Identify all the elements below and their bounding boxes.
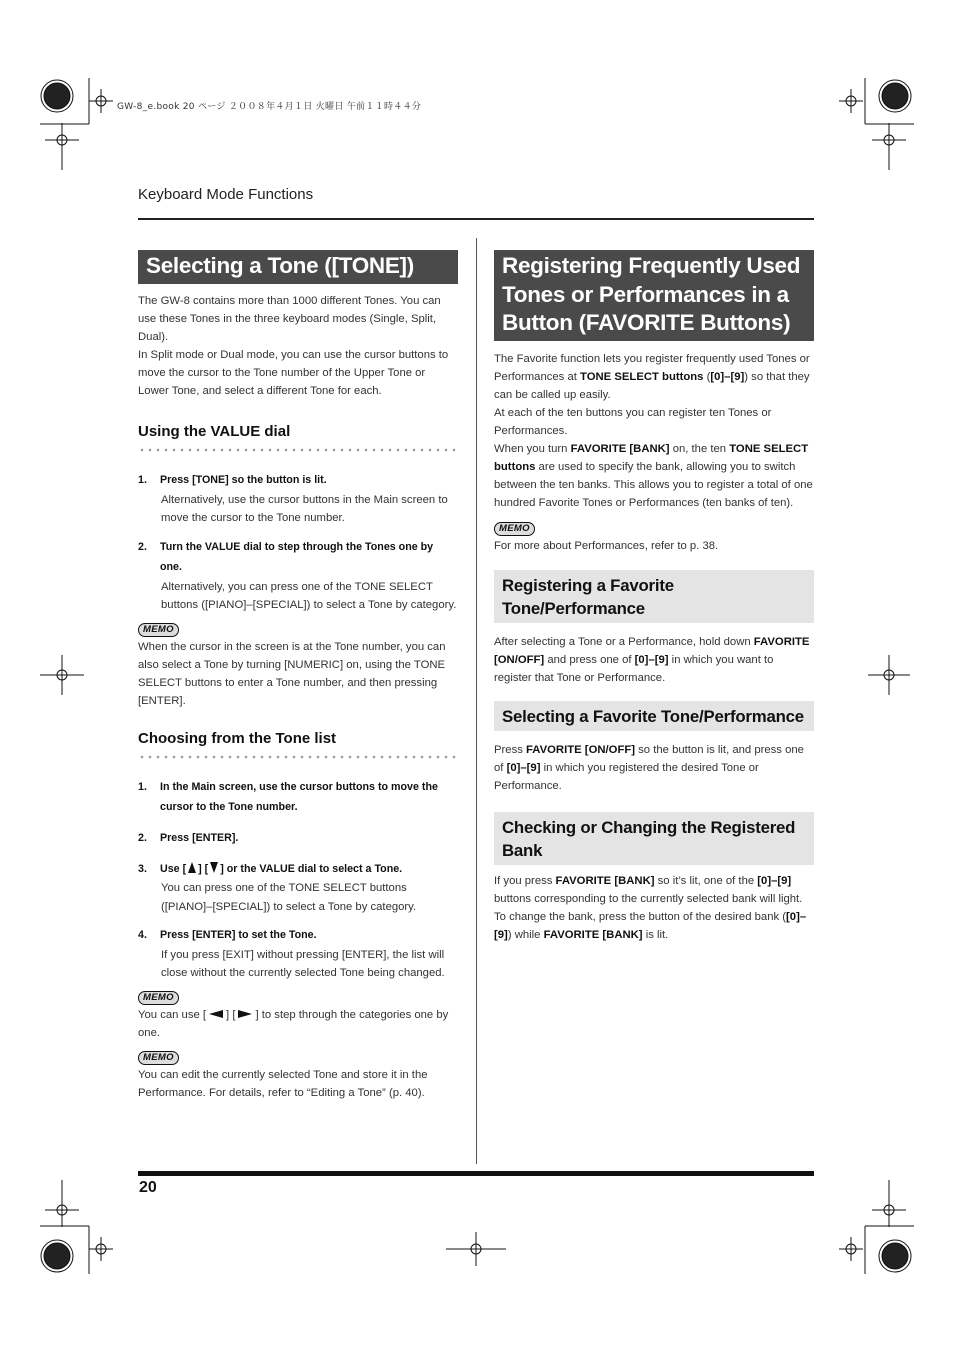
heading-selecting-favorite: Selecting a Favorite Tone/Performance: [494, 701, 814, 731]
page-number: 20: [139, 1179, 157, 1196]
registering-paragraph: After selecting a Tone or a Performance, hold down FAVORITE [ON/OFF] and press one of [0]–[9] in which you want to register that Tone or Performance.: [494, 635, 810, 684]
memo-text-edit-tone: You can edit the currently selected Tone and store it in the Performance. For details, refer to “Editing a Tone” (p. 40).: [138, 1069, 428, 1100]
memo-badge: MEMO: [138, 623, 179, 637]
favorite-paragraph-3: When you turn FAVORITE [BANK] on, the ten TONE SELECT buttons are used to specify the bank, allowing you to switch between the ten banks. This allows you to register a total of one hundred Favorite Tones or Performances (ten banks of ten).: [494, 442, 813, 510]
memo-block: [494, 519, 814, 537]
intro-paragraph-1: The GW-8 contains more than 1000 different Tones. You can use these Tones in the three keyboard modes (Single, Split, Dual).: [138, 295, 441, 344]
heading-choosing-tone-list: Choosing from the Tone list: [138, 730, 337, 748]
heading-using-value-dial: Using the VALUE dial: [138, 422, 291, 440]
cursor-right-icon: [238, 1010, 252, 1018]
memo-badge: MEMO: [494, 522, 535, 536]
memo-text-categories: You can use [ ] [ ] to step through the categories one by one.: [138, 1008, 449, 1039]
cursor-up-icon: [188, 862, 196, 873]
step-1-body: Alternatively, use the cursor buttons in the Main screen to move the cursor to the Tone number.: [161, 493, 448, 524]
memo-text: When the cursor in the screen is at the Tone number, you can also select a Tone by turning [NUMERIC] on, using the TONE SELECT buttons to enter a Tone number, and then pressing [ENTER].: [138, 641, 446, 708]
running-head: Keyboard Mode Functions: [138, 186, 314, 203]
memo-block: [138, 1048, 458, 1066]
heading-registering-favorite: Registering a Favorite Tone/Performance: [494, 570, 814, 623]
memo-block: [138, 988, 458, 1006]
right-column: [494, 250, 814, 944]
step-1: 1. Press [TONE] so the button is lit.: [138, 473, 327, 486]
printer-slug: GW-8_e.book 20 ページ ２００８年４月１日 火曜日 午前１１時４４分: [117, 102, 422, 112]
list-step-4-body: If you press [EXIT] without pressing [ENTER], the list will close without the currently selected Tone being changed.: [161, 948, 445, 979]
section-title-selecting-tone: Selecting a Tone ([TONE]): [138, 250, 458, 284]
step-2: 2. Turn the VALUE dial to step through the Tones one by one.: [138, 540, 434, 573]
dotted-divider: [138, 755, 458, 759]
selecting-paragraph: Press FAVORITE [ON/OFF] so the button is lit, and press one of [0]–[9] in which you registered the desired Tone or Performance.: [494, 743, 804, 792]
favorite-paragraph-2: At each of the ten buttons you can register ten Tones or Performances.: [494, 406, 772, 437]
list-step-3: 3. Use [ ] [ ] or the VALUE dial to select a Tone.: [138, 863, 403, 876]
list-step-3-body: You can press one of the TONE SELECT buttons ([PIANO]–[SPECIAL]) to select a Tone by category.: [161, 882, 417, 913]
list-step-2: 2. Press [ENTER].: [138, 832, 239, 845]
header-rule: [138, 218, 814, 220]
memo-badge: MEMO: [138, 991, 179, 1005]
left-column: [138, 250, 458, 1102]
section-title-favorite-buttons: Registering Frequently Used Tones or Performances in a Button (FAVORITE Buttons): [494, 250, 814, 341]
memo-badge: MEMO: [138, 1051, 179, 1065]
dotted-divider: [138, 448, 458, 452]
heading-checking-bank: Checking or Changing the Registered Bank: [494, 812, 814, 865]
cursor-down-icon: [210, 862, 218, 873]
intro-paragraph-2: In Split mode or Dual mode, you can use the cursor buttons to move the cursor to the Tone number of the Upper Tone or Lower Tone, and select a different Tone for each.: [138, 349, 449, 398]
footer-rule: [138, 1171, 814, 1176]
step-2-body: Alternatively, you can press one of the TONE SELECT buttons ([PIANO]–[SPECIAL]) to select a Tone by category.: [161, 580, 457, 611]
cursor-left-icon: [209, 1010, 223, 1018]
memo-block: [138, 620, 458, 638]
checking-paragraph-1: If you press FAVORITE [BANK] so it’s lit, one of the [0]–[9] buttons corresponding to the currently selected bank will light.: [494, 875, 803, 906]
column-divider: [476, 238, 477, 1164]
memo-text-performances: For more about Performances, refer to p. 38.: [494, 540, 719, 553]
list-step-1: 1. In the Main screen, use the cursor buttons to move the cursor to the Tone number.: [138, 781, 438, 814]
list-step-4: 4. Press [ENTER] to set the Tone.: [138, 928, 317, 941]
checking-paragraph-2: To change the bank, press the button of the desired bank ([0]–[9]) while FAVORITE [BANK] is lit.: [494, 911, 807, 942]
favorite-paragraph-1: The Favorite function lets you register frequently used Tones or Performances at TONE SELECT buttons ([0]–[9]) so that they can be called up easily.: [494, 352, 810, 401]
